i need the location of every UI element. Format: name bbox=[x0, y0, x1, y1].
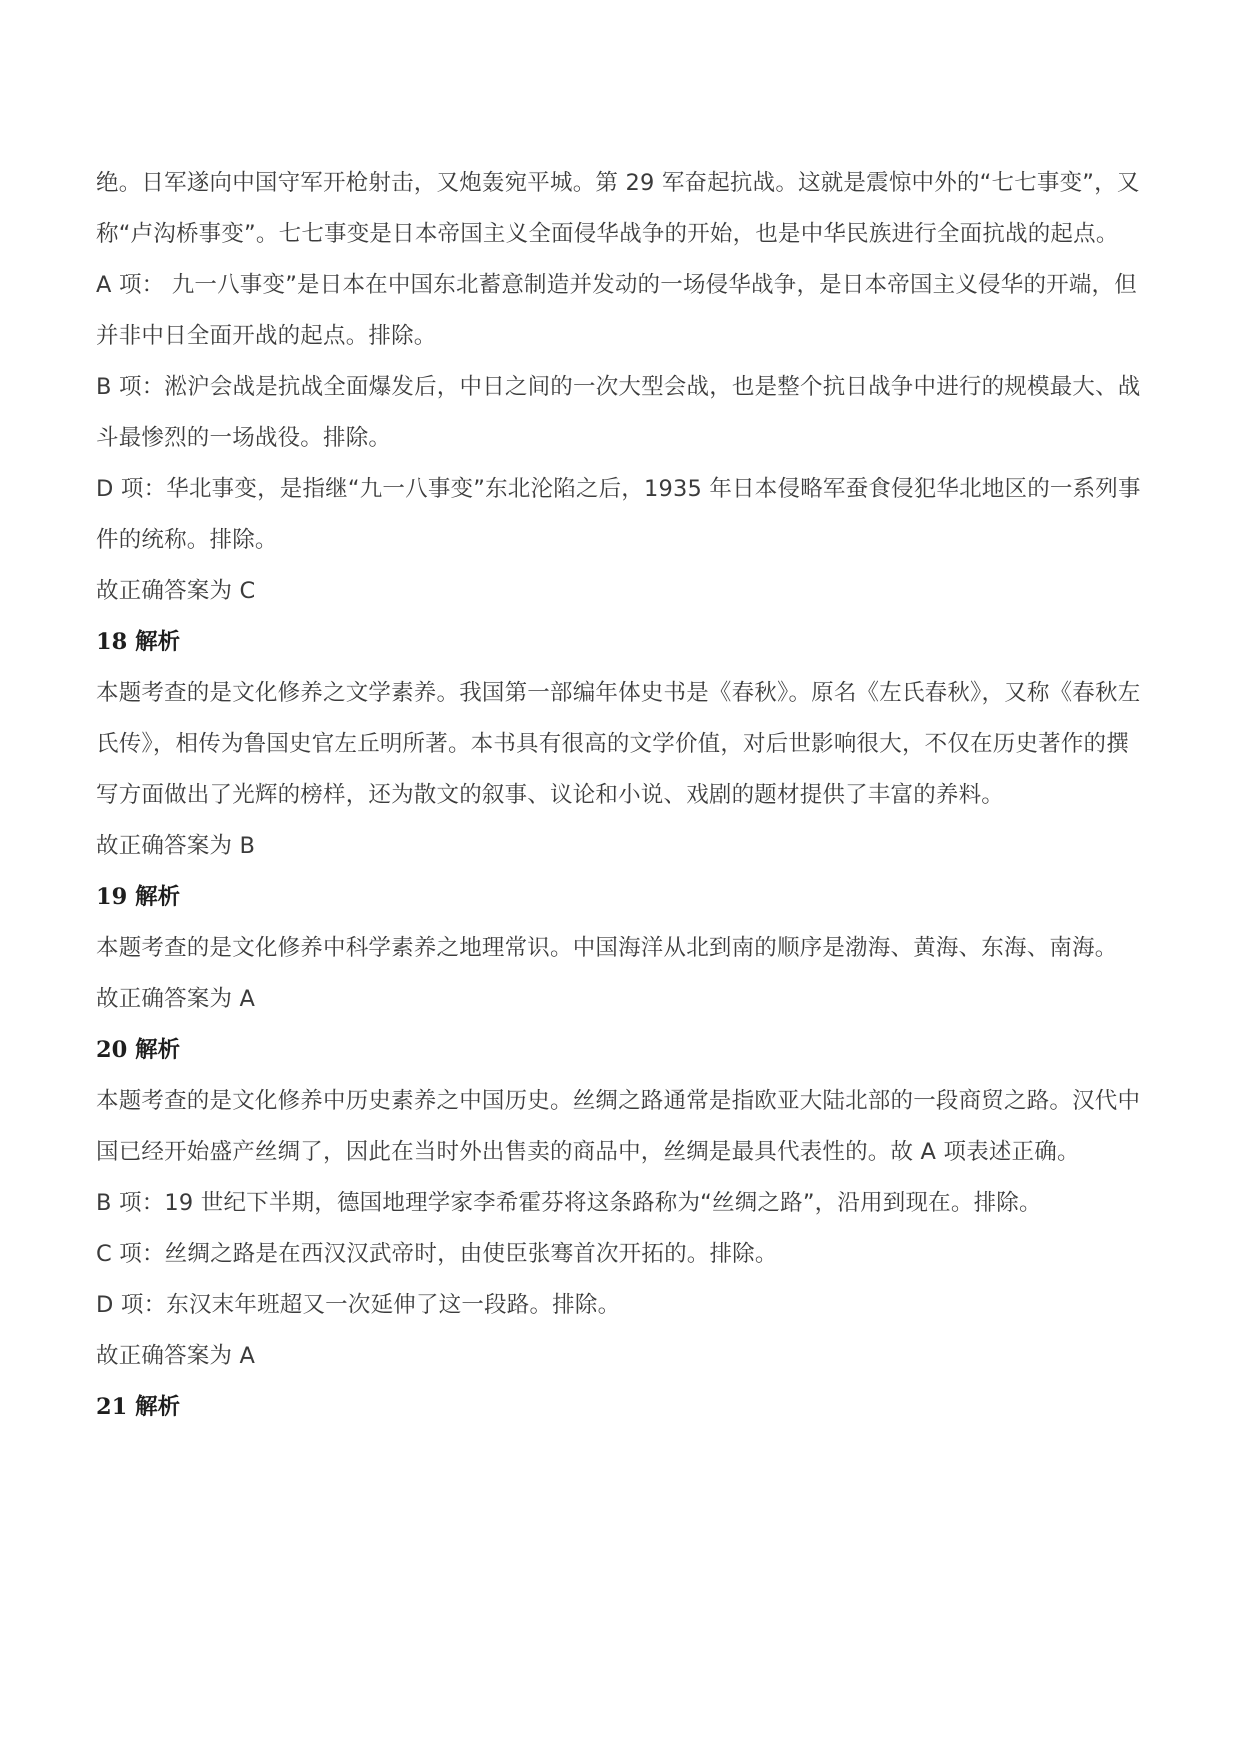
q17-option-d: D 项：华北事变，是指继“九一八事变”东北沦陷之后，1935 年日本侵略军蚕食侵犯华北地区的一系列事件的统称。排除。 bbox=[96, 476, 1141, 553]
q20-heading: 20 解析 bbox=[96, 1037, 181, 1063]
q18-analysis: 本题考查的是文化修养之文学素养。我国第一部编年体史书是《春秋》。原名《左氏春秋》，又称《春秋左氏传》，相传为鲁国史官左丘明所著。本书具有很高的文学价值，对后世影响很大，不仅在历史著作的撰写方面做出了光辉的榜样，还为散文的叙事、议论和小说、戏剧的题材提供了丰富的养料。 bbox=[96, 680, 1141, 808]
q20-analysis: 本题考查的是文化修养中历史素养之中国历史。丝绸之路通常是指欧亚大陆北部的一段商贸之路。汉代中国已经开始盛产丝绸了，因此在当时外出售卖的商品中，丝绸是最具代表性的。故 A 项表述正确。 bbox=[96, 1088, 1141, 1165]
q20-option-d: D 项：东汉末年班超又一次延伸了这一段路。排除。 bbox=[96, 1292, 621, 1318]
q17-analysis-continued: 绝。日军遂向中国守军开枪射击，又炮轰宛平城。第 29 军奋起抗战。这就是震惊中外的“七七事变”，又称“卢沟桥事变”。七七事变是日本帝国主义全面侵华战争的开始，也是中华民族进行全面抗战的起点。 bbox=[96, 170, 1140, 247]
q17-option-a: A 项： 九一八事变”是日本在中国东北蓄意制造并发动的一场侵华战争，是日本帝国主义侵华的开端，但并非中日全面开战的起点。排除。 bbox=[96, 272, 1137, 349]
document-page bbox=[96, 158, 1148, 1433]
q20-option-b: B 项：19 世纪下半期，德国地理学家李希霍芬将这条路称为“丝绸之路”，沿用到现在。排除。 bbox=[96, 1190, 1042, 1216]
q18-answer: 故正确答案为 B bbox=[96, 833, 256, 859]
q20-option-c: C 项：丝绸之路是在西汉汉武帝时，由使臣张骞首次开拓的。排除。 bbox=[96, 1241, 778, 1267]
q19-analysis: 本题考查的是文化修养中科学素养之地理常识。中国海洋从北到南的顺序是渤海、黄海、东海、南海。 bbox=[96, 935, 1118, 961]
q17-option-b: B 项：淞沪会战是抗战全面爆发后，中日之间的一次大型会战，也是整个抗日战争中进行的规模最大、战斗最惨烈的一场战役。排除。 bbox=[96, 374, 1141, 451]
q19-answer: 故正确答案为 A bbox=[96, 986, 256, 1012]
q20-answer: 故正确答案为 A bbox=[96, 1343, 256, 1369]
q18-heading: 18 解析 bbox=[96, 629, 181, 655]
q17-answer: 故正确答案为 C bbox=[96, 578, 256, 604]
q21-heading: 21 解析 bbox=[96, 1394, 181, 1420]
q19-heading: 19 解析 bbox=[96, 884, 181, 910]
